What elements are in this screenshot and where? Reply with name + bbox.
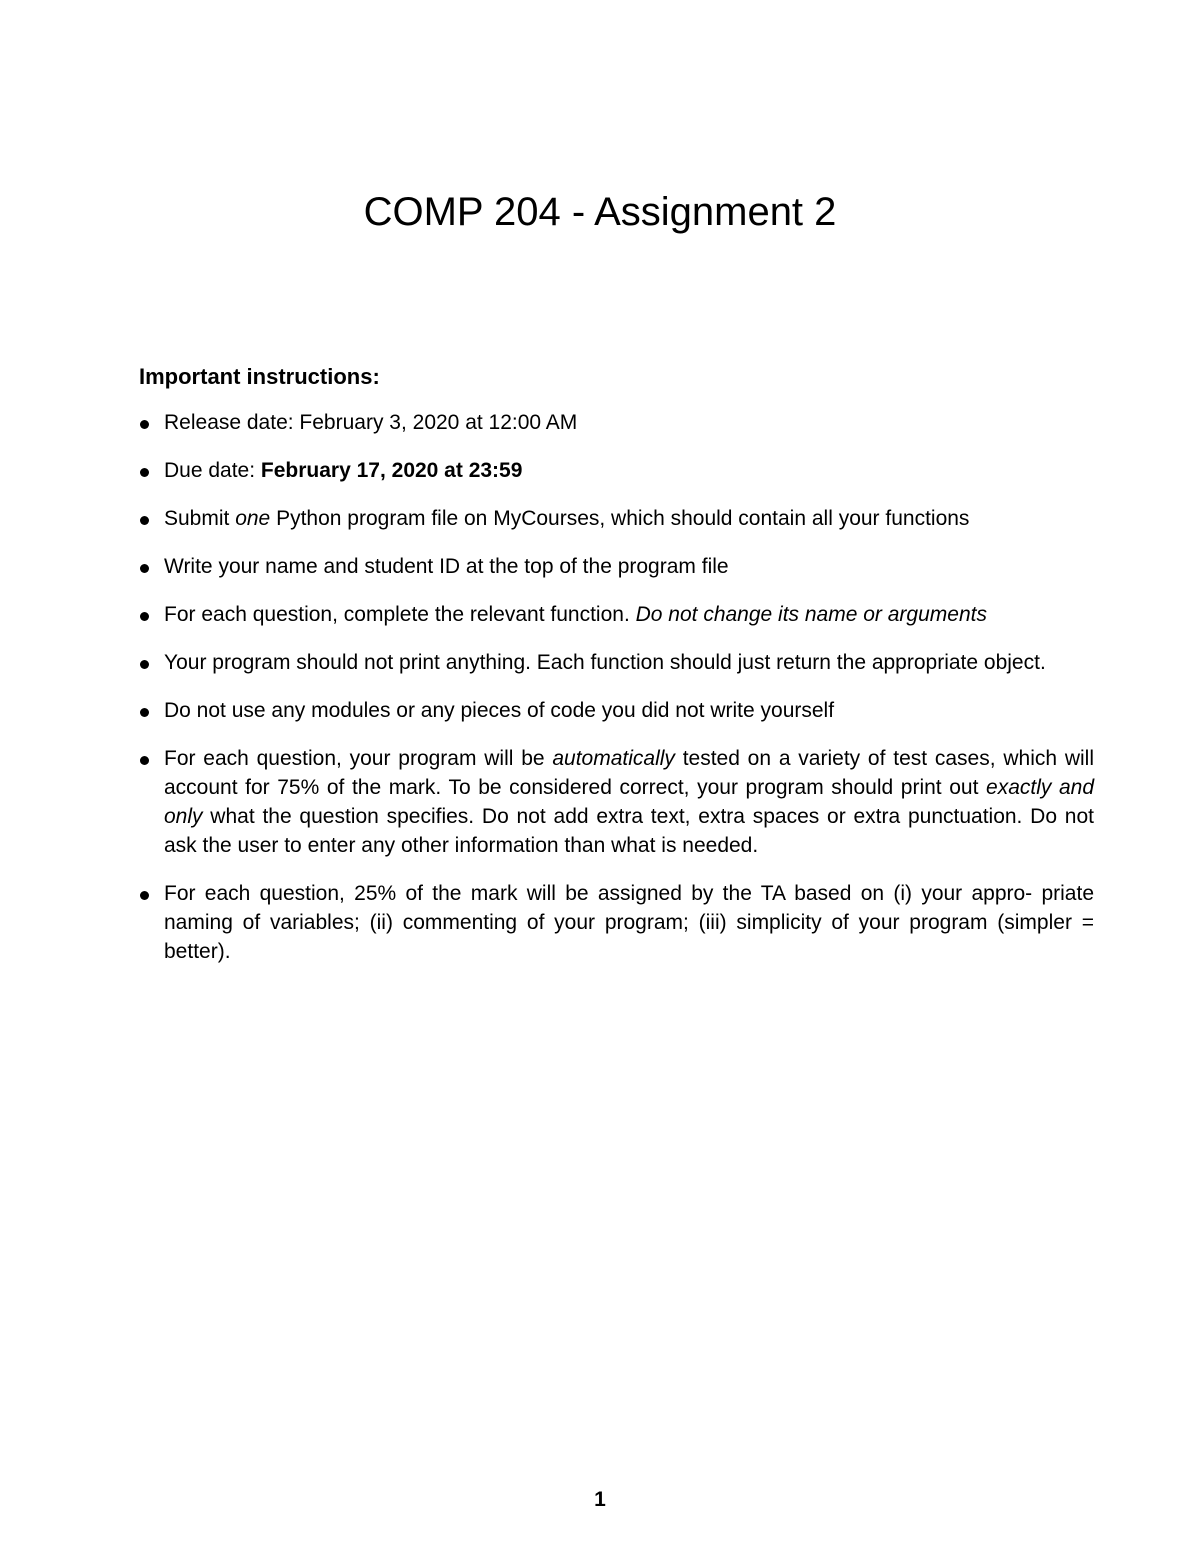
list-item-text: Due date: bbox=[164, 459, 261, 482]
list-item-text: Release date: February 3, 2020 at 12:00 AM bbox=[164, 411, 578, 434]
list-item bbox=[139, 408, 1094, 437]
bullet-icon bbox=[140, 468, 149, 477]
list-item-text: Your program should not print anything. Each function should just return the appropriate object. bbox=[164, 651, 1046, 674]
bullet-icon bbox=[140, 420, 149, 429]
bullet-icon bbox=[140, 516, 149, 525]
bullet-icon bbox=[140, 660, 149, 669]
list-item-text: tested on a variety of test cases, which will account for 75% of the mark. To be considered correct, your program should print out bbox=[164, 747, 1094, 799]
list-item-text: For each question, 25% of the mark will be assigned by the TA based on (i) your appro- priate naming of variables; (ii) commenting of your program; (iii) simplicity of your program (simpler = better). bbox=[164, 882, 1094, 963]
list-item-text: Write your name and student ID at the top of the program file bbox=[164, 555, 729, 578]
list-item-text: Python program file on MyCourses, which should contain all your functions bbox=[270, 507, 970, 530]
list-item bbox=[139, 504, 1094, 533]
emphasis-text: Do not change its name or arguments bbox=[635, 603, 987, 626]
bullet-icon bbox=[140, 756, 149, 765]
due-date-value: February 17, 2020 at 23:59 bbox=[260, 459, 523, 482]
list-item-text: Do not use any modules or any pieces of code you did not write yourself bbox=[164, 699, 835, 722]
list-item bbox=[139, 552, 1094, 581]
list-item bbox=[139, 744, 1094, 860]
emphasis-text: exactly and only bbox=[164, 776, 1094, 828]
emphasis-text: automatically bbox=[552, 747, 675, 770]
list-item bbox=[139, 600, 1094, 629]
bullet-icon bbox=[140, 891, 149, 900]
instructions-list bbox=[139, 408, 1094, 985]
list-item-text: For each question, your program will be bbox=[164, 747, 553, 770]
bullet-icon bbox=[140, 708, 149, 717]
instructions-heading: Important instructions: bbox=[139, 364, 380, 389]
list-item-text: For each question, complete the relevant function. bbox=[164, 603, 636, 626]
list-item-text: what the question specifies. Do not add extra text, extra spaces or extra punctuation. Do not ask the user to enter any other information than what is needed. bbox=[164, 805, 1094, 857]
bullet-icon bbox=[140, 612, 149, 621]
list-item bbox=[139, 696, 1094, 725]
page-number: 1 bbox=[594, 1488, 606, 1511]
document-title: COMP 204 - Assignment 2 bbox=[363, 190, 837, 234]
list-item bbox=[139, 456, 1094, 485]
emphasis-text: one bbox=[235, 507, 271, 530]
list-item bbox=[139, 648, 1094, 677]
bullet-icon bbox=[140, 564, 149, 573]
list-item bbox=[139, 879, 1094, 966]
list-item-text: Submit bbox=[164, 507, 236, 530]
